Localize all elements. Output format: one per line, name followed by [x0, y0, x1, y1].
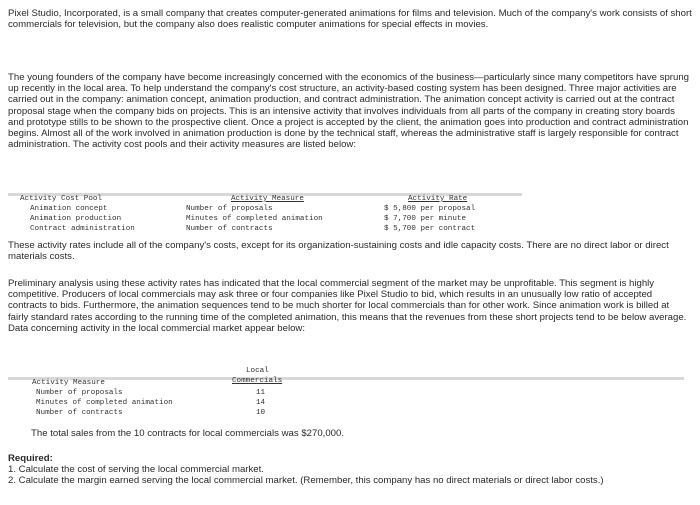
table2-header-local: Local	[246, 367, 269, 375]
table1-row1-measure: Number of proposals	[186, 205, 273, 213]
table1-row2-measure: Minutes of completed animation	[186, 215, 323, 223]
table2-row2-value: 14	[256, 399, 266, 407]
table1-row2-rate: $ 7,700 per minute	[384, 215, 467, 223]
table1-header-pool: Activity Cost Pool	[20, 195, 103, 203]
requirement-1: 1. Calculate the cost of serving the local commercial market.	[8, 464, 264, 475]
table2-row2-measure: Minutes of completed animation	[36, 399, 173, 407]
table2-row1-value: 11	[256, 389, 266, 397]
table1-row1-pool: Animation concept	[30, 205, 108, 213]
table2-row3-measure: Number of contracts	[36, 409, 123, 417]
table2-header-commercials: Commercials	[232, 377, 283, 385]
analysis-paragraph: Preliminary analysis using these activity rates has indicated that the local commercial segment of the market may be unprofitable. This segment is highly competitive. Producers of local commercials may ask three or four companies like Pixel Studio to bid, which results in an unusually low ratio of accepted contracts to bids. Furthermore, the animation sequences tend to be much shorter for local commercials than for other work. Since animation work is billed at fairly standard rates according to the running time of the completed animation, this means that the revenues from these short projects tend to be below average. Data concerning activity in the local commercial market appear below:	[8, 278, 687, 334]
intro-paragraph: Pixel Studio, Incorporated, is a small company that creates computer-generated animations for films and television. Much of the company's work consists of short commercials for television, but the company also does realistic computer animations for special effects in movies.	[8, 8, 692, 31]
required-label: Required:	[8, 453, 53, 464]
table2-row1-measure: Number of proposals	[36, 389, 123, 397]
background-paragraph: The young founders of the company have become increasingly concerned with the economics of the business—particularly since many competitors have sprung up recently in the local area. To help understand the company's cost structure, an activity-based costing system has been designed. Three major activities are carried out in the company: animation concept, animation production, and contract administration. The animation concept activity is carried out at the contract proposal stage when the company bids on projects. This is an intensive activity that involves individuals from all parts of the company in creating story boards and prototype stills to be shown to the prospective client. Once a project is accepted by the client, the animation goes into production and contract administration begins. Almost all of the work involved in animation production is done by the technical staff, whereas the administrative staff is largely responsible for contract administration. The activity cost pools and their activity measures are listed below:	[8, 72, 689, 151]
table1-header-rate: Activity Rate	[408, 195, 468, 203]
table1-row1-rate: $ 5,800 per proposal	[384, 205, 476, 213]
table1-row3-pool: Contract administration	[30, 225, 135, 233]
table1-row3-rate: $ 5,700 per contract	[384, 225, 476, 233]
table2-header-band	[8, 377, 684, 380]
table1-header-measure: Activity Measure	[231, 195, 304, 203]
table2-row3-value: 10	[256, 409, 266, 417]
table1-row2-pool: Animation production	[30, 215, 122, 223]
table2-header-measure: Activity Measure	[32, 379, 105, 387]
table1-row3-measure: Number of contracts	[186, 225, 273, 233]
total-sales-text: The total sales from the 10 contracts for local commercials was $270,000.	[31, 428, 345, 439]
rates-note-paragraph: These activity rates include all of the company's costs, except for its organization-sustaining costs and idle capacity costs. There are no direct labor or direct materials costs.	[8, 240, 669, 263]
requirement-2: 2. Calculate the margin earned serving the local commercial market. (Remember, this company has no direct materials or direct labor costs.)	[8, 475, 604, 486]
